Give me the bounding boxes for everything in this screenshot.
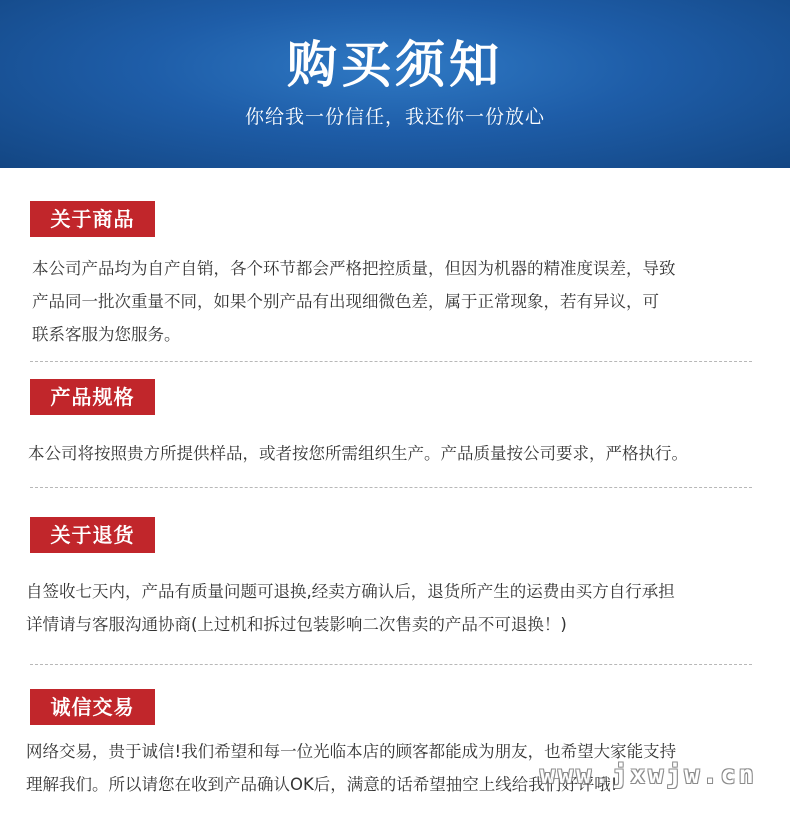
text-line: 本公司将按照贵方所提供样品，或者按您所需组织生产。产品质量按公司要求，严格执行。 — [28, 444, 688, 463]
section-text-product-spec — [28, 437, 688, 470]
section-text-returns — [26, 575, 675, 641]
divider — [30, 664, 752, 665]
text-line: 本公司产品均为自产自销，各个环节都会严格把控质量，但因为机器的精准度误差，导致 — [32, 259, 676, 278]
watermark: www.jxwjw.cn — [540, 760, 757, 789]
divider — [30, 487, 752, 488]
text-line: 自签收七天内，产品有质量问题可退换,经卖方确认后，退货所产生的运费由买方自行承担 — [26, 582, 675, 601]
text-line: 网络交易，贵于诚信!我们希望和每一位光临本店的顾客都能成为朋友，也希望大家能支持 — [26, 742, 677, 761]
page-title: 购买须知 — [287, 36, 503, 94]
section-label-product-spec: 产品规格 — [30, 379, 155, 415]
text-line: 理解我们。所以请您在收到产品确认OK后，满意的话希望抽空上线给我们好评哦! — [26, 775, 618, 794]
divider — [30, 361, 752, 362]
text-line: 联系客服为您服务。 — [32, 325, 181, 344]
section-label-returns: 关于退货 — [30, 517, 155, 553]
section-label-about-goods: 关于商品 — [30, 201, 155, 237]
section-text-about-goods — [32, 252, 676, 351]
text-line: 详情请与客服沟通协商(上过机和拆过包装影响二次售卖的产品不可退换！) — [26, 615, 567, 634]
page-subtitle: 你给我一份信任，我还你一份放心 — [244, 106, 545, 128]
header-banner — [0, 0, 790, 168]
section-label-honest-trade: 诚信交易 — [30, 689, 155, 725]
text-line: 产品同一批次重量不同，如果个别产品有出现细微色差，属于正常现象，若有异议，可 — [32, 292, 659, 311]
